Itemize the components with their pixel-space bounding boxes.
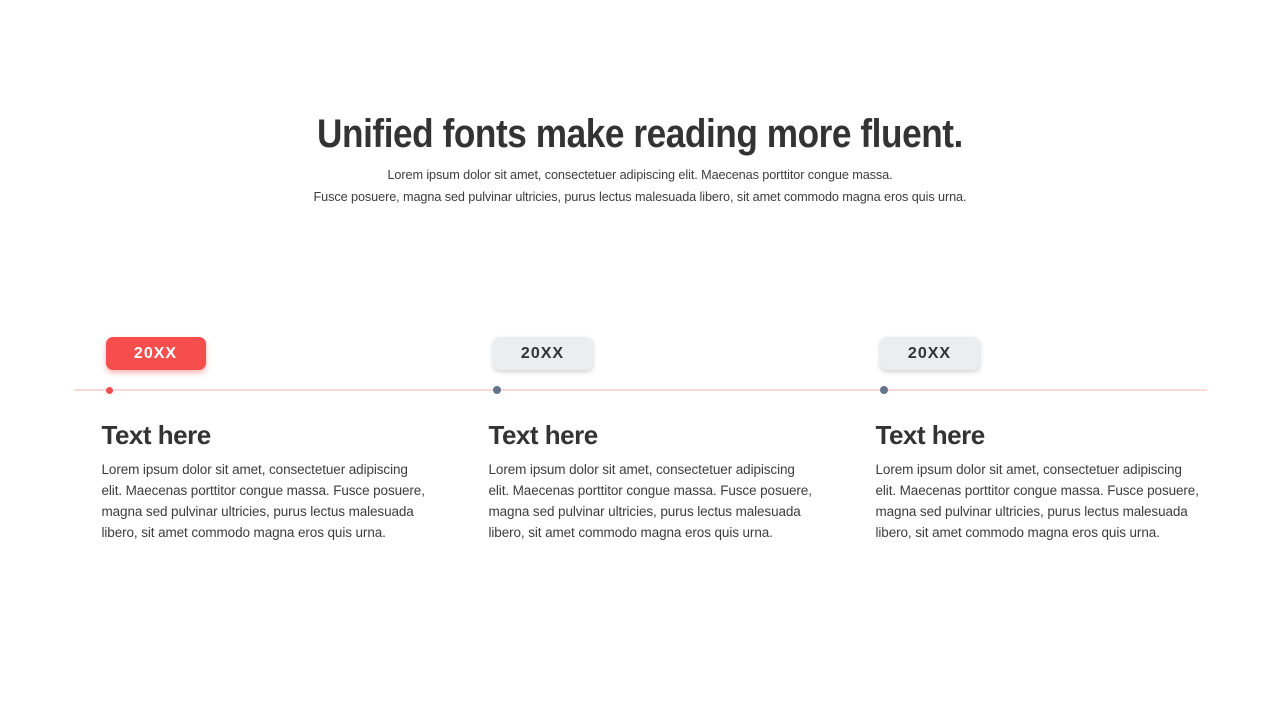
timeline [74,337,1207,543]
timeline-dot-icon [880,386,888,394]
column-body: Lorem ipsum dolor sit amet, consectetuer adipiscing elit. Maecenas porttitor congue massa. Fusce posuere, magna sed pulvinar ultricies, purus lectus malesuada libero, sit amet commodo magna eros quis urna. [488,462,812,540]
subtitle [0,164,1280,208]
subtitle-line-1: Lorem ipsum dolor sit amet, consectetuer adipiscing elit. Maecenas porttitor congue massa. [387,168,893,182]
timeline-item [876,337,1206,543]
timeline-item [489,337,819,543]
timeline-item [102,337,432,543]
subtitle-line-2: Fusce posuere, magna sed pulvinar ultricies, purus lectus malesuada libero, sit amet commodo magna eros quis urna. [313,190,967,204]
column-heading: Text here [101,420,211,450]
slide-header [0,0,1280,208]
timeline-dot-icon [493,386,501,394]
column-body: Lorem ipsum dolor sit amet, consectetuer adipiscing elit. Maecenas porttitor congue massa. Fusce posuere, magna sed pulvinar ultricies, purus lectus malesuada libero, sit amet commodo magna eros quis urna. [875,462,1199,540]
page-title: Unified fonts make reading more fluent. [317,112,963,156]
column-heading: Text here [488,420,598,450]
year-badge[interactable]: 20XX [880,337,980,370]
timeline-columns [74,337,1207,543]
column-body: Lorem ipsum dolor sit amet, consectetuer adipiscing elit. Maecenas porttitor congue massa. Fusce posuere, magna sed pulvinar ultricies, purus lectus malesuada libero, sit amet commodo magna eros quis urna. [101,462,425,540]
year-badge[interactable]: 20XX [106,337,206,370]
year-badge[interactable]: 20XX [493,337,593,370]
column-heading: Text here [875,420,985,450]
timeline-dot-icon [106,387,113,394]
